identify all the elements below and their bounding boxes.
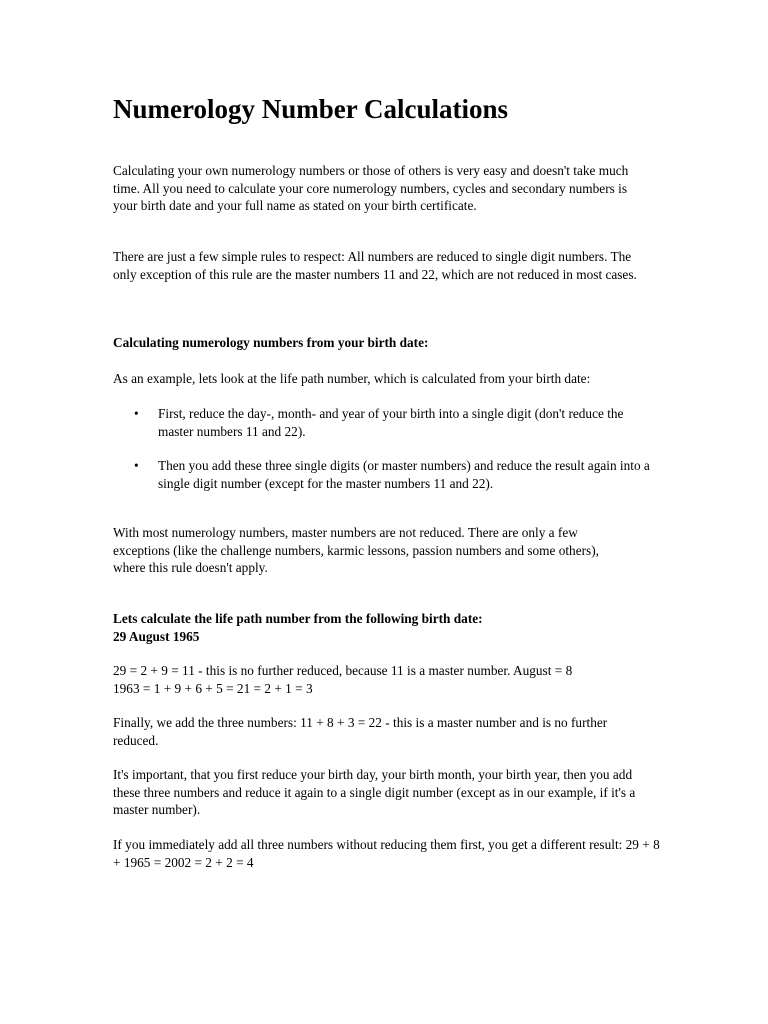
calculation-line: 1963 = 1 + 9 + 6 + 5 = 21 = 2 + 1 = 3 xyxy=(113,680,313,696)
rules-paragraph: There are just a few simple rules to respect: All numbers are reduced to single digit numbers. The only exception of this rule are the master numbers 11 and 22, which are not reduced in most cases. xyxy=(113,249,637,282)
list-item-text: Then you add these three single digits (or master numbers) and reduce the result again into a single digit number (except for the master numbers 11 and 22). xyxy=(158,458,650,491)
list-item-text: First, reduce the day-, month- and year of your birth into a single digit (don't reduce the master numbers 11 and 22). xyxy=(158,406,624,439)
example-birthdate: 29 August 1965 xyxy=(113,628,200,644)
finally-paragraph: Finally, we add the three numbers: 11 + 8 + 3 = 22 - this is a master number and is no further reduced. xyxy=(113,715,608,748)
different-result-paragraph: If you immediately add all three numbers without reducing them first, you get a different result: 29 + 8 + 1965 = 2002 = 2 + 2 = 4 xyxy=(113,837,660,870)
bullet-icon: • xyxy=(134,406,139,421)
example-heading-line: Lets calculate the life path number from the following birth date: xyxy=(113,611,483,626)
steps-list xyxy=(113,405,661,492)
important-paragraph: It's important, that you first reduce your birth day, your birth month, your birth year, then you add these three numbers and reduce it again to a single digit number (except as in our example, if it's a master number). xyxy=(113,767,636,817)
page-title: Numerology Number Calculations xyxy=(113,94,509,124)
example-heading xyxy=(113,610,661,645)
intro-paragraph: Calculating your own numerology numbers or those of others is very easy and doesn't take much time. All you need to calculate your core numerology numbers, cycles and secondary numbers is your birth date and your full name as stated on your birth certificate. xyxy=(113,163,629,213)
bullet-icon: • xyxy=(134,458,139,473)
example-intro-paragraph: As an example, lets look at the life path number, which is calculated from your birth date: xyxy=(113,371,591,386)
birthdate-section-heading: Calculating numerology numbers from your birth date: xyxy=(113,335,429,350)
master-numbers-paragraph: With most numerology numbers, master numbers are not reduced. There are only a few exceptions (like the challenge numbers, karmic lessons, passion numbers and some others), where this rule doesn't apply. xyxy=(113,525,599,575)
list-item xyxy=(113,457,661,492)
calculation-paragraph xyxy=(113,662,661,697)
list-item xyxy=(113,405,661,440)
calculation-line: 29 = 2 + 9 = 11 - this is no further reduced, because 11 is a master number. August = 8 xyxy=(113,663,573,678)
